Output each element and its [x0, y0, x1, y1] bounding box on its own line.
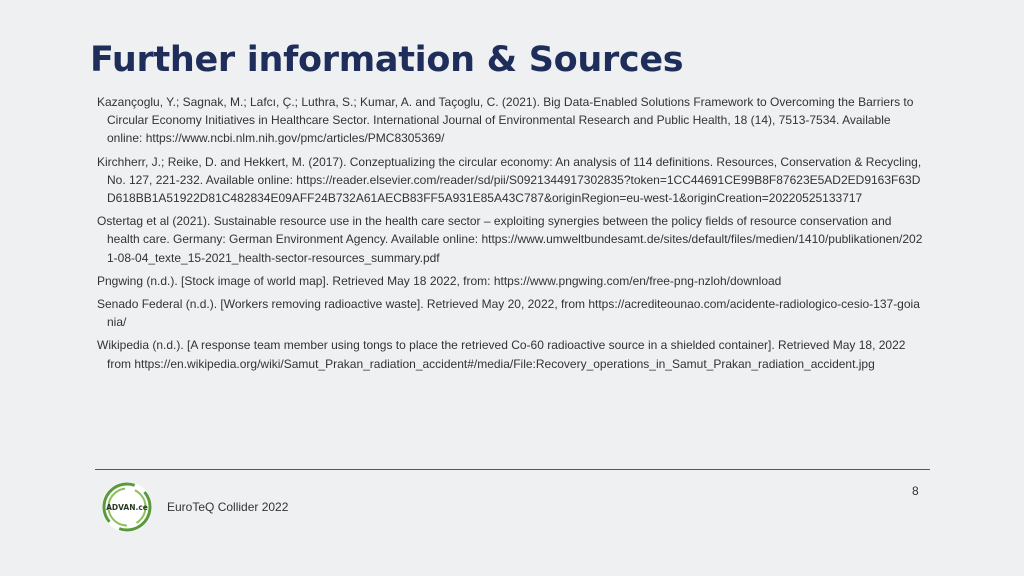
footer-text: EuroTeQ Collider 2022: [167, 500, 289, 514]
reference-url[interactable]: https://www.ncbi.nlm.nih.gov/pmc/articles/PMC8305369/: [145, 131, 445, 146]
reference-url[interactable]: https://reader.elsevier.com/reader/sd/pii/S0921344917302835?token=1CC44691CE99B8F87623E5AD2ED9163F63DD618BB1A51922D81C482834E09AFF24B732A61AECB83FF5A931E85A43C787&originRegion=eu-west-1&originCreation=20220525133717: [107, 172, 921, 206]
footer-divider: [95, 469, 930, 470]
reference-item: [97, 153, 925, 208]
reference-url[interactable]: https://www.pngwing.com/en/free-png-nzloh/download: [493, 273, 782, 288]
reference-text: Wikipedia (n.d.). [A response team member using tongs to place the retrieved Co-60 radioactive source in a shielded container]. Retrieved May 18, 2022 from: [97, 338, 906, 371]
reference-item: [97, 212, 925, 267]
reference-text: Kazançoglu, Y.; Sagnak, M.; Lafcı, Ç.; Luthra, S.; Kumar, A. and Taçoglu, C. (2021). Big Data-Enabled Solutions Framework to Overcoming the Barriers to Circular Economy Initiatives in Healthcare Sector. International Journal of Environmental Research and Public Health, 18 (14), 7513-7534. Available online:: [97, 95, 914, 146]
reference-text: Ostertag et al (2021). Sustainable resource use in the health care sector – exploiting synergies between the policy fields of resource conservation and health care. Germany: German Environment Agency. Available online:: [97, 214, 892, 247]
logo-text: ADVAN.ce: [106, 503, 148, 512]
reference-url[interactable]: https://en.wikipedia.org/wiki/Samut_Prakan_radiation_accident#/media/File:Recovery_operations_in_Samut_Prakan_radiation_accident.jpg: [134, 356, 875, 371]
reference-item: [97, 295, 925, 331]
reference-url[interactable]: https://www.umweltbundesamt.de/sites/default/files/medien/1410/publikationen/2021-08-04_texte_15-2021_health-sector-resources_summary.pdf: [107, 232, 923, 265]
reference-text: Senado Federal (n.d.). [Workers removing radioactive waste]. Retrieved May 20, 2022, from: [97, 297, 589, 312]
advance-logo: [101, 481, 153, 533]
page-number: 8: [912, 484, 919, 498]
reference-item: [97, 272, 925, 290]
reference-text: Kirchherr, J.; Reike, D. and Hekkert, M. (2017). Conzeptualizing the circular economy: An analysis of 114 definitions. Resources, Conservation & Recycling, No. 127, 221-232. Available online:: [97, 154, 922, 187]
reference-text: Pngwing (n.d.). [Stock image of world map]. Retrieved May 18 2022, from:: [97, 273, 494, 288]
reference-item: [97, 93, 925, 148]
reference-url[interactable]: https://acrediteounao.com/acidente-radiologico-cesio-137-goiania/: [107, 297, 920, 330]
reference-list: [97, 93, 925, 378]
slide-title: Further information & Sources: [90, 40, 684, 80]
reference-item: [97, 336, 925, 372]
